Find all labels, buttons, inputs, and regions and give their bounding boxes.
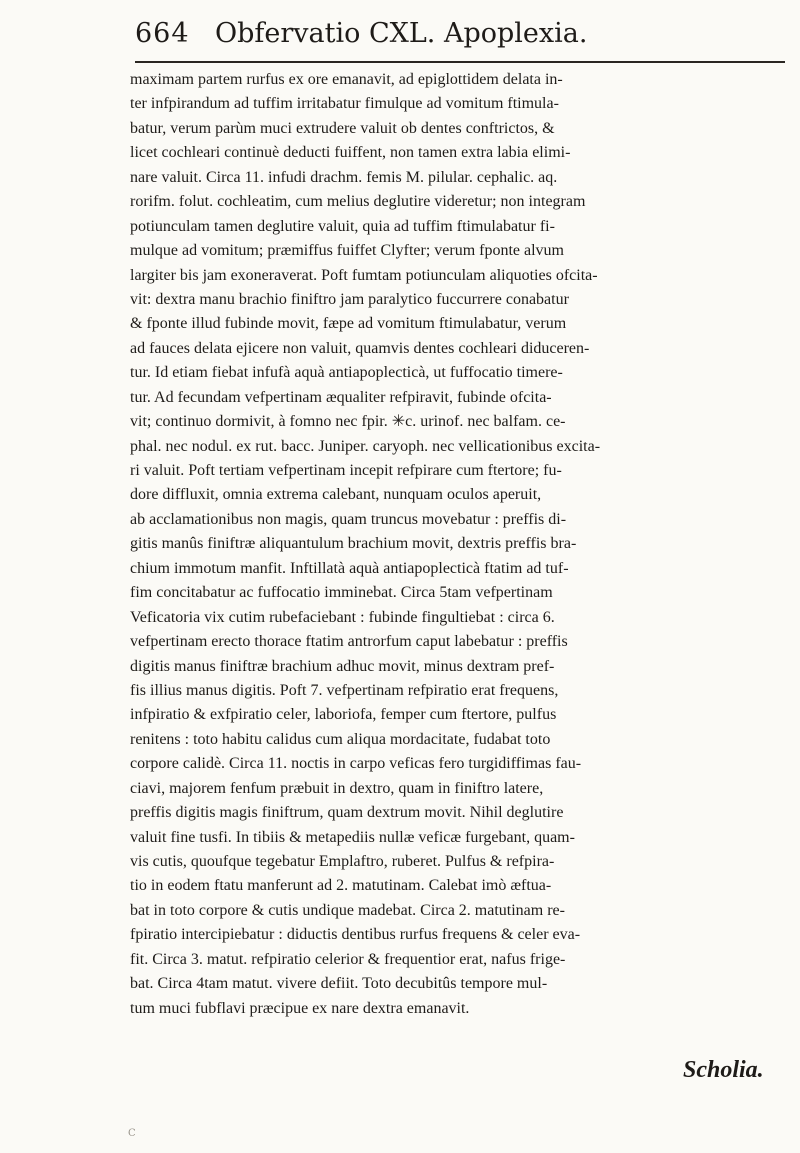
text-line: rorifm. folut. cochleatim, cum melius deglutire videretur; non integram (130, 193, 586, 211)
text-line: mulque ad vomitum; præmiffus fuiffet Clyfter; verum fponte alvum (130, 242, 564, 260)
text-line: vefpertinam erecto thorace ftatim antrorfum caput labebatur : preffis (130, 633, 568, 651)
text-line: ciavi, majorem fenfum præbuit in dextro, quam in finiftro latere, (130, 779, 544, 797)
text-line: gitis manûs finiftræ aliquantulum brachium movit, dextris preffis bra- (130, 535, 577, 553)
text-line: infpiratio & exfpiratio celer, laboriofa, femper cum ftertore, pulfus (130, 706, 557, 724)
text-line: fis illius manus digitis. Poft 7. vefpertinam refpiratio erat frequens, (130, 681, 559, 699)
text-line: fpiratio intercipiebatur : diductis dentibus rurfus frequens & celer eva- (130, 926, 581, 944)
text-line: vit; continuo dormivit, à fomno nec fpir. ✳c. urinof. nec balfam. ce- (130, 413, 566, 431)
text-line: nare valuit. Circa 11. infudi drachm. femis M. pilular. cephalic. aq. (130, 168, 558, 186)
text-line: licet cochleari continuè deducti fuiffent, non tamen extra labia elimi- (130, 144, 571, 162)
text-line: chium immotum manfit. Inftillatà aquà antiapoplecticà ftatim ad tuf- (130, 559, 569, 577)
text-line: maximam partem rurfus ex ore emanavit, ad epiglottidem delata in- (130, 71, 563, 88)
text-line: vit: dextra manu brachio finiftro jam paralytico fuccurrere conabatur (130, 290, 569, 308)
text-line: tio in eodem ftatu manferunt ad 2. matutinam. Calebat imò æftua- (130, 877, 552, 895)
header-rule (135, 61, 785, 63)
text-line: tum muci fubflavi præcipue ex nare dextra emanavit. (130, 999, 470, 1017)
text-line: digitis manus finiftræ brachium adhuc movit, minus dextram pref- (130, 657, 555, 675)
text-line: valuit fine tusfi. In tibiis & metapediis nullæ veficæ furgebant, quam- (130, 828, 575, 846)
text-line: dore diffluxit, omnia extrema calebant, nunquam oculos aperuit, (130, 486, 542, 504)
text-line: phal. nec nodul. ex rut. bacc. Juniper. caryoph. nec vellicationibus excita- (130, 437, 601, 455)
text-line: ab acclamationibus non magis, quam truncus movebatur : preffis di- (130, 510, 567, 528)
text-line: fit. Circa 3. matut. refpiratio celerior & frequentior erat, nafus frige- (130, 950, 566, 968)
text-line: tur. Ad fecundam vefpertinam æqualiter refpiravit, fubinde ofcita- (130, 388, 552, 406)
text-line: tur. Id etiam fiebat infufà aquà antiapoplecticà, ut fuffocatio timere- (130, 364, 563, 382)
page-header (135, 18, 775, 58)
text-line: Veficatoria vix cutim rubefaciebant : fubinde fingultiebat : circa 6. (130, 608, 555, 626)
text-line: ad fauces delata ejicere non valuit, quamvis dentes cochleari diduceren- (130, 339, 590, 357)
text-line: & fponte illud fubinde movit, fæpe ad vomitum ftimulabatur, verum (130, 315, 567, 333)
text-line: vis cutis, quoufque tegebatur Emplaftro, ruberet. Pulfus & refpira- (130, 853, 555, 870)
body-text (130, 68, 790, 1021)
text-line: largiter bis jam exoneraverat. Poft fumtam potiunculam aliquoties ofcita- (130, 266, 598, 284)
text-line: batur, verum parùm muci extrudere valuit ob dentes conftrictos, & (130, 119, 555, 137)
text-line: ri valuit. Poft tertiam vefpertinam incepit refpirare cum ftertore; fu- (130, 462, 562, 479)
text-line: ter infpirandum ad tuffim irritabatur fimulque ad vomitum ftimula- (130, 95, 559, 113)
catchword: Scholia. (683, 1057, 764, 1083)
text-line: corpore calidè. Circa 11. noctis in carpo veficas fero turgidiffimas fau- (130, 755, 582, 773)
text-line: bat. Circa 4tam matut. vivere defiit. Toto decubitûs tempore mul- (130, 975, 548, 993)
running-head: Obfervatio CXL. Apoplexia. (215, 18, 588, 49)
signature-mark: C (128, 1128, 136, 1139)
page-number: 664 (135, 18, 190, 49)
text-line: bat in toto corpore & cutis undique madebat. Circa 2. matutinam re- (130, 901, 565, 919)
text-line: potiunculam tamen deglutire valuit, quia ad tuffim ftimulabatur fi- (130, 217, 555, 235)
text-line: renitens : toto habitu calidus cum aliqua mordacitate, fudabat toto (130, 730, 551, 748)
text-line: fim concitabatur ac fuffocatio imminebat. Circa 5tam vefpertinam (130, 584, 553, 602)
text-line: preffis digitis magis finiftrum, quam dextrum movit. Nihil deglutire (130, 804, 564, 822)
